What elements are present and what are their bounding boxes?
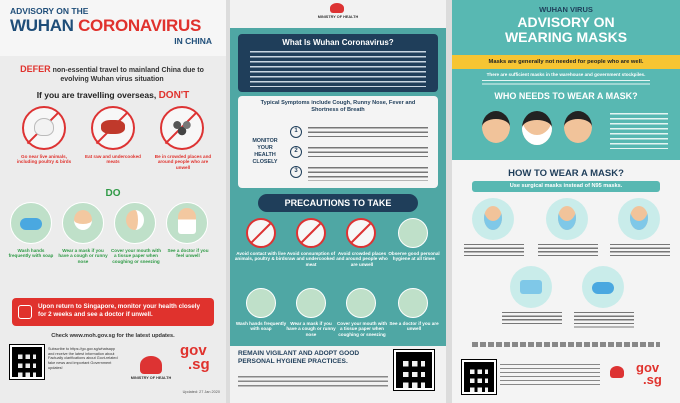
poster2-qr-code[interactable] xyxy=(394,350,434,390)
face-mask-1 xyxy=(484,206,502,230)
moh-label: MINISTRY OF HEALTH xyxy=(130,376,172,380)
what-is-coronavirus-poster xyxy=(230,0,446,403)
travel-heading xyxy=(0,90,226,101)
poster3-qr-code[interactable] xyxy=(462,360,496,394)
avoid-raw-meat-icon xyxy=(296,218,326,248)
prec-label-crowds: Avoid crowded places and around people who are unwell xyxy=(336,251,388,267)
gov-word: gov xyxy=(180,342,207,359)
moh-logo-3 xyxy=(610,366,624,378)
do-label-cover: Cover your mouth with a tissue paper when coughing or sneezing xyxy=(110,248,162,264)
prec-label-doctor: See a doctor if you are unwell xyxy=(389,321,439,332)
sick-person-icon xyxy=(564,111,592,143)
meat-icon xyxy=(101,120,125,134)
symptoms-box xyxy=(238,96,438,188)
step-3-text xyxy=(308,167,428,181)
see-doctor-icon-2 xyxy=(398,288,428,318)
child-face-icon xyxy=(482,111,510,143)
step-2-text xyxy=(308,147,428,157)
what-is-body-text xyxy=(250,51,426,87)
remain-vigilant-text: REMAIN VIGILANT AND ADOPT GOOD PERSONAL HYGIENE PRACTICES. xyxy=(238,350,360,366)
prec-label-meat: Avoid consumption of raw and undercooked meat xyxy=(286,251,336,267)
defer-notice xyxy=(12,64,212,85)
prec-label-hygiene: Observe good personal hygiene at all times xyxy=(388,251,440,262)
who-needs-title: WHO NEEDS TO WEAR A MASK? xyxy=(452,91,680,105)
step-3-badge: 3 xyxy=(290,166,302,178)
wuhan-advisory-poster xyxy=(0,0,226,403)
poster1-header xyxy=(0,0,226,56)
how-to-wear-title: HOW TO WEAR A MASK? xyxy=(508,168,624,179)
poster3-title-line3: WEARING MASKS xyxy=(504,28,628,45)
dont-label-meat: Eat raw and undercooked meats xyxy=(85,154,141,165)
step-1-text xyxy=(308,127,428,137)
prec-label-wash: Wash hands frequently with soap xyxy=(235,321,287,332)
face-mask-3 xyxy=(630,206,648,230)
supply-note-band xyxy=(452,69,680,91)
poster1-title-line3: IN CHINA xyxy=(174,36,212,46)
gov-word-3: gov xyxy=(636,360,660,375)
wash-hands-icon-2 xyxy=(246,288,276,318)
symptoms-title: Typical Symptoms include Cough, Runny Nose, Fever and Shortness of Breath xyxy=(260,100,416,113)
cover-mouth-icon-2 xyxy=(346,288,376,318)
gov-sg-logo-3 xyxy=(636,362,662,387)
masks-not-needed-banner: Masks are generally not needed for people who are well. xyxy=(452,55,680,69)
dont-word: DON'T xyxy=(158,90,190,101)
defer-word: DEFER xyxy=(20,64,51,74)
poster3-title-main xyxy=(452,15,680,44)
plane-icon xyxy=(18,305,32,319)
sg-word: .sg xyxy=(188,356,210,374)
precautions-title: PRECAUTIONS TO TAKE xyxy=(258,194,418,212)
travel-heading-text: If you are travelling overseas, xyxy=(36,90,159,100)
ministry-label-2: MINISTRY OF HEALTH xyxy=(317,15,359,19)
updated-date: Updated: 27 Jan 2020 xyxy=(182,390,220,394)
who-needs-criteria xyxy=(610,113,668,149)
monitor-health-label: MONITOR YOUR HEALTH CLOSELY xyxy=(252,138,278,166)
poster3-title-line1: WUHAN VIRUS xyxy=(539,5,593,14)
doctor-icon xyxy=(178,208,196,234)
mask-icon xyxy=(520,280,542,294)
check-website-line xyxy=(472,342,660,347)
poster2-footer xyxy=(230,346,446,403)
check-website-text: Check www.moh.gov.sg for the latest updates. xyxy=(51,333,175,339)
poster1-title-line2 xyxy=(10,16,201,36)
step-5-caption xyxy=(574,312,634,330)
face-mask-2 xyxy=(558,206,576,230)
prec-label-mask: Wear a mask if you have a cough or runny nose xyxy=(286,321,336,337)
gov-sg-logo xyxy=(180,344,210,373)
masked-person-icon xyxy=(522,111,552,145)
wear-mask-icon-2 xyxy=(296,288,326,318)
step-4-caption xyxy=(502,312,562,326)
dont-label-crowds: Be in crowded places and around people who are unwell xyxy=(154,154,212,170)
hygiene-icon xyxy=(398,218,428,248)
return-notice xyxy=(12,298,214,326)
dont-label-animals: Go near live animals, including poultry & birds xyxy=(16,154,72,165)
do-label-wash: Wash hands frequently with soap xyxy=(8,248,54,259)
defer-text: non-essential travel to mainland China due to evolving Wuhan virus situation xyxy=(52,67,204,83)
prec-label-animals: Avoid contact with live animals, poultry & birds xyxy=(234,251,288,262)
avoid-animals-icon xyxy=(246,218,276,248)
poster2-header xyxy=(230,0,446,28)
hand-wash-icon xyxy=(592,282,614,294)
poster3-subscribe-text xyxy=(500,364,600,386)
who-needs-illustration xyxy=(452,105,680,160)
tissue-face-icon xyxy=(126,210,144,230)
step-1-caption xyxy=(464,244,524,258)
poster3-title-line2: ADVISORY ON xyxy=(517,14,615,30)
poster1-title-wuhan: WUHAN xyxy=(10,16,79,35)
return-text: Upon return to Singapore, monitor your health closely for 2 weeks and see a doctor if unwell. xyxy=(38,303,200,318)
masked-face-icon xyxy=(74,210,92,230)
footer-fine-print xyxy=(238,376,388,388)
poster3-header xyxy=(452,0,680,55)
use-surgical-note: Use surgical masks instead of N95 masks. xyxy=(472,181,660,192)
soap-water-icon xyxy=(20,218,42,230)
subscribe-text: Subscribe to https://go.gov.sg/whatsapp and receive the latest information about Factually clarifications about Govt-related fake news and important Government updates! xyxy=(48,347,118,370)
supply-fine-print xyxy=(482,80,650,85)
wearing-masks-poster xyxy=(452,0,680,403)
poster1-title-line1: ADVISORY ON THE xyxy=(10,6,89,16)
step-2-badge: 2 xyxy=(290,146,302,158)
step-3-caption xyxy=(610,244,670,258)
do-label-doctor: See a doctor if you feel unwell xyxy=(167,248,209,259)
what-is-box xyxy=(238,34,438,92)
do-heading: DO xyxy=(105,188,121,199)
moh-logo xyxy=(140,356,162,374)
step-2-caption xyxy=(538,244,598,258)
moh-logo-2 xyxy=(330,3,344,13)
prec-label-cover: Cover your mouth with a tissue paper when coughing or sneezing xyxy=(336,321,388,337)
supply-note: There are sufficient masks in the warehouse and government stockpiles. xyxy=(486,72,646,77)
what-is-title: What Is Wuhan Coronavirus? xyxy=(282,38,394,47)
sg-word-3: .sg xyxy=(643,372,662,388)
avoid-crowd-icon xyxy=(346,218,376,248)
poster1-title-coronavirus: CORONAVIRUS xyxy=(78,16,202,35)
crowd-icon xyxy=(170,117,194,137)
step-1-badge: 1 xyxy=(290,126,302,138)
do-label-mask: Wear a mask if you have a cough or runny nose xyxy=(58,248,108,264)
whatsapp-qr-code[interactable] xyxy=(10,345,44,379)
chicken-icon xyxy=(34,118,54,136)
